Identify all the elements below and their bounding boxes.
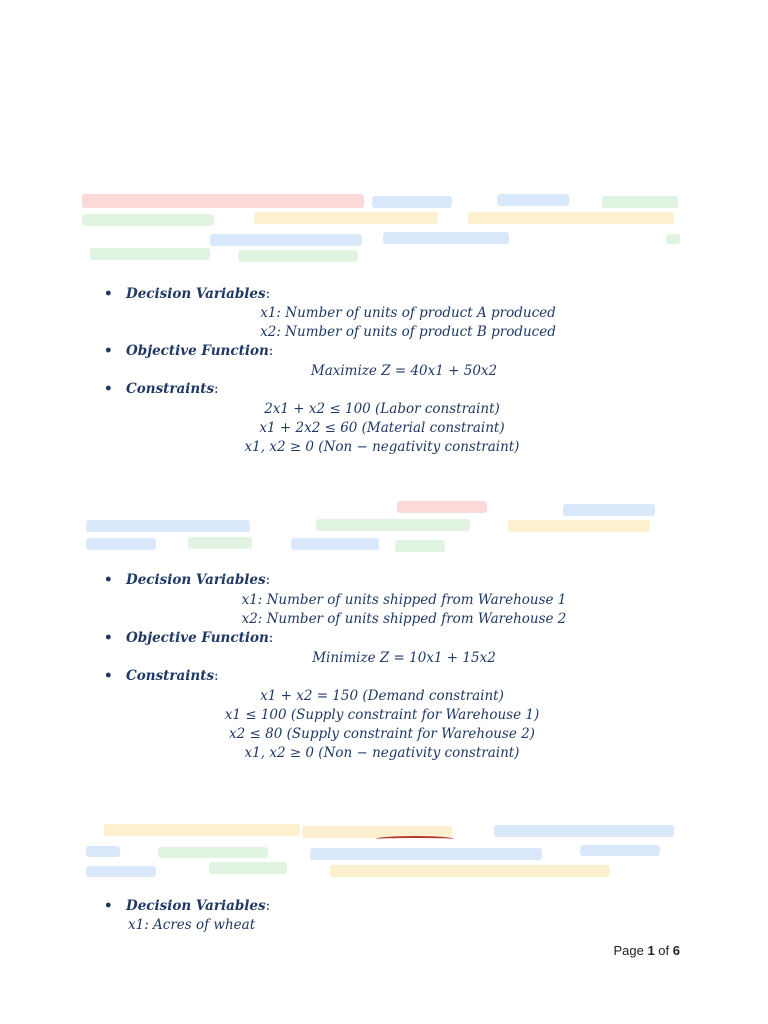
constraint-line: x1 + x2 = 150 (Demand constraint) [260, 688, 504, 704]
bullet-decision-variables-3: • Decision Variables: [104, 898, 271, 914]
bullet-decision-variables-1: • Decision Variables: [104, 286, 271, 302]
bullet-objective-function-1: • Objective Function: [104, 343, 274, 359]
variable-line: x1: Number of units of product A produced [260, 305, 556, 321]
bullet-constraints-2: • Constraints: [104, 668, 219, 684]
bullet-decision-variables-2: • Decision Variables: [104, 572, 271, 588]
objective-line: Maximize Z = 40x1 + 50x2 [310, 363, 498, 379]
constraint-line: x1, x2 ≥ 0 (Non − negativity constraint) [244, 745, 520, 761]
constraint-line: x2 ≤ 80 (Supply constraint for Warehouse 2) [229, 726, 535, 742]
objective-line: Minimize Z = 10x1 + 15x2 [312, 650, 496, 666]
bullet-constraints-1: • Constraints: [104, 381, 219, 397]
constraint-line: 2x1 + x2 ≤ 100 (Labor constraint) [264, 401, 500, 417]
page-number: Page 1 of 6 [613, 943, 680, 958]
bullet-objective-function-2: • Objective Function: [104, 630, 274, 646]
pen-mark [376, 836, 454, 842]
constraint-line: x1 ≤ 100 (Supply constraint for Warehouse 1) [224, 707, 540, 723]
variable-line: x2: Number of units shipped from Warehouse 2 [241, 611, 567, 627]
variable-line: x2: Number of units of product B produced [260, 324, 556, 340]
constraint-line: x1 + 2x2 ≤ 60 (Material constraint) [259, 420, 505, 436]
variable-line: x1: Number of units shipped from Warehouse 1 [241, 592, 567, 608]
variable-line: x1: Acres of wheat [128, 917, 256, 933]
constraint-line: x1, x2 ≥ 0 (Non − negativity constraint) [244, 439, 520, 455]
